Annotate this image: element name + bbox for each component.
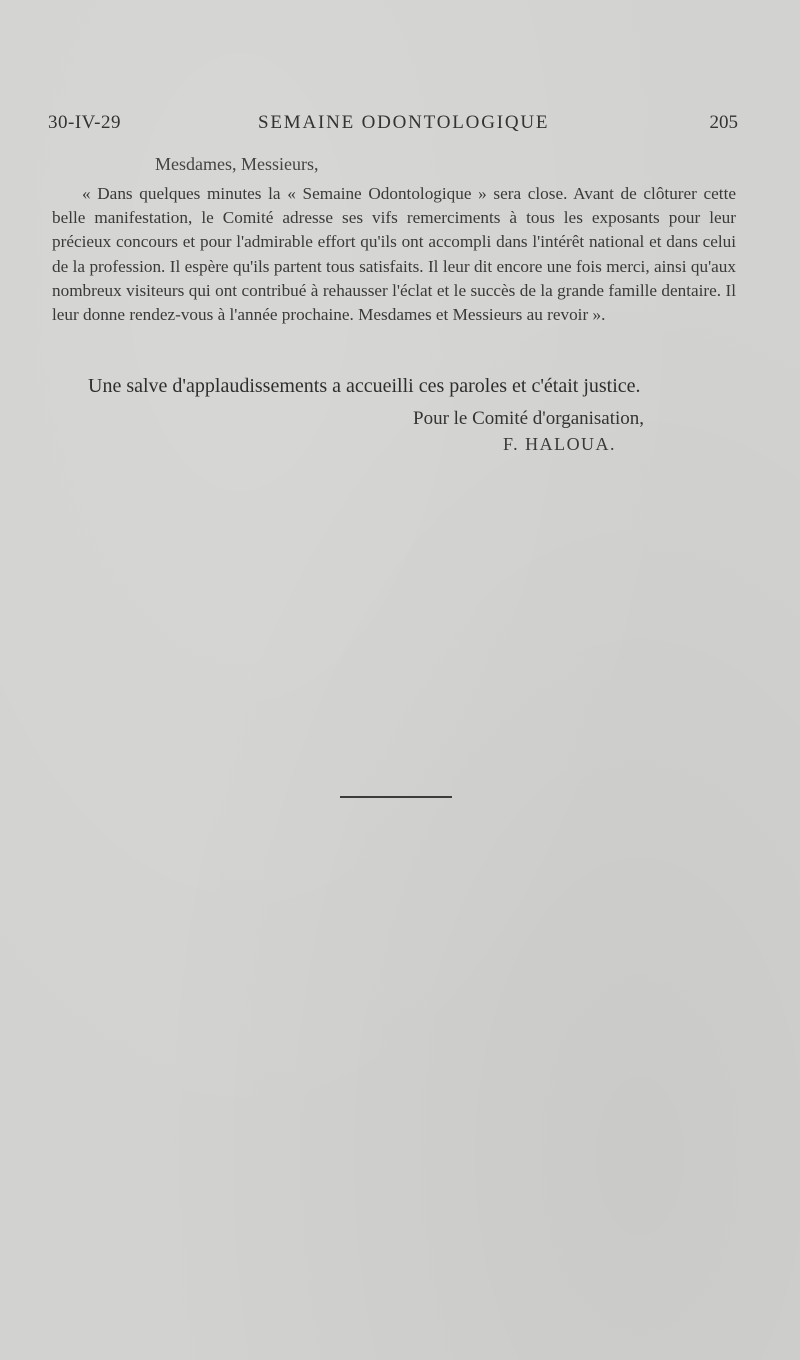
signature-name: F. HALOUA. (503, 434, 617, 454)
issue-date: 30-IV-29 (48, 112, 121, 133)
section-divider (340, 796, 452, 798)
salutation: Mesdames, Messieurs, (155, 154, 319, 174)
speech-paragraph: « Dans quelques minutes la « Semaine Odontologique » sera close. Avant de clôturer cette belle manifestation, le Comité adresse ses vifs remerciments à tous les exposants pour leur précieux concours et pour l'admirable effort qu'ils ont accompli dans l'intérêt national et dans celui de la profession. Il espère qu'ils partent tous satisfaits. Il leur dit encore une fois merci, ainsi qu'aux nombreux visiteurs qui ont contribué à rehausser l'éclat et le succès de la grande famille dentaire. Il leur donne rendez-vous à l'année prochaine. Mesdames et Messieurs au revoir ». (52, 184, 736, 325)
closing-remark: Une salve d'applaudissements a accueilli ces paroles et c'était justice. (88, 375, 641, 397)
running-head (48, 112, 738, 142)
signoff-line: Pour le Comité d'organisation, (413, 408, 645, 429)
journal-title: SEMAINE ODONTOLOGIQUE (258, 112, 550, 133)
page-number: 205 (709, 112, 738, 133)
